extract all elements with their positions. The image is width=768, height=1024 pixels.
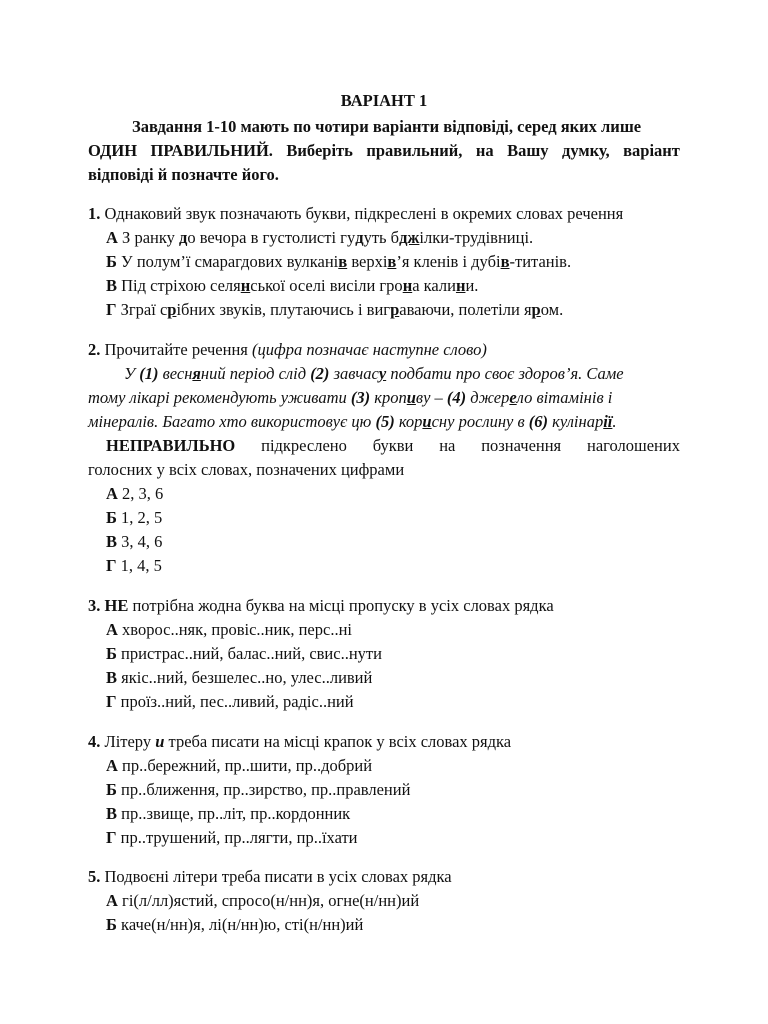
q2-passage-line-2: тому лікарі рекомендують уживати (3) кропиву – (4) джерело вітамінів і: [88, 388, 613, 407]
q1-option-b[interactable]: Б У полум’ї смарагдових вулканів верхів’я кленів і дубів-титанів.: [106, 252, 572, 271]
q2-passage-line-3: мінералів. Багато хто використовує цю (5) корисну рослину в (6) кулінарії.: [88, 412, 617, 431]
q2-condition-line-1: НЕПРАВИЛЬНО підкреслено букви на позначення наголошених: [106, 436, 680, 455]
question-2: 2. Прочитайте речення (цифра позначає наступне слово): [88, 340, 487, 359]
q1-option-a[interactable]: А З ранку до вечора в густолисті гудуть бджілки-трудівниці.: [106, 228, 534, 247]
q5-option-a[interactable]: А гі(л/лл)ястий, спросо(н/нн)я, огне(н/нн)ий: [106, 891, 420, 910]
q2-option-c[interactable]: В 3, 4, 6: [106, 532, 163, 551]
question-3: 3. НЕ потрібна жодна буква на місці пропуску в усіх словах рядка: [88, 596, 554, 615]
q2-option-b[interactable]: Б 1, 2, 5: [106, 508, 163, 527]
q2-passage-line-1: У (1) весняний період слід (2) завчасу подбати про своє здоров’я. Саме: [124, 364, 624, 383]
intro-line-1: Завдання 1-10 мають по чотири варіанти відповіді, серед яких лише: [132, 117, 642, 136]
q3-option-d[interactable]: Г проїз..ний, пес..ливий, радіс..ний: [106, 692, 354, 711]
q1-option-c[interactable]: В Під стріхою селянської оселі висіли грона калини.: [106, 276, 479, 295]
q4-option-c[interactable]: В пр..звище, пр..літ, пр..кордонник: [106, 804, 351, 823]
q3-option-a[interactable]: А хворос..няк, провіс..ник, перс..ні: [106, 620, 352, 639]
q3-option-c[interactable]: В якіс..ний, безшелес..но, улес..ливий: [106, 668, 373, 687]
q4-option-d[interactable]: Г пр..трушений, пр..лягти, пр..їхати: [106, 828, 358, 847]
intro-line-3: відповіді й позначте його.: [88, 165, 279, 184]
question-5: 5. Подвоєні літери треба писати в усіх словах рядка: [88, 867, 452, 886]
q3-option-b[interactable]: Б пристрас..ний, балас..ний, свис..нути: [106, 644, 382, 663]
q2-condition-line-2: голосних у всіх словах, позначених цифрами: [88, 460, 405, 479]
intro-line-2: ОДИН ПРАВИЛЬНИЙ. Виберіть правильний, на Вашу думку, варіант: [88, 141, 680, 160]
question-1: 1. Однаковий звук позначають букви, підкреслені в окремих словах речення: [88, 204, 624, 223]
question-4: 4. Літеру и треба писати на місці крапок у всіх словах рядка: [88, 732, 512, 751]
q2-option-a[interactable]: А 2, 3, 6: [106, 484, 164, 503]
q2-option-d[interactable]: Г 1, 4, 5: [106, 556, 162, 575]
q4-option-a[interactable]: А пр..бережний, пр..шити, пр..добрий: [106, 756, 373, 775]
q4-option-b[interactable]: Б пр..ближення, пр..зирство, пр..правлений: [106, 780, 411, 799]
q1-option-d[interactable]: Г Зграї срібних звуків, плутаючись і виграваючи, полетіли яром.: [106, 300, 564, 319]
q5-option-b[interactable]: Б каче(н/нн)я, лі(н/нн)ю, сті(н/нн)ий: [106, 915, 364, 934]
page-title: ВАРІАНТ 1: [340, 91, 428, 110]
